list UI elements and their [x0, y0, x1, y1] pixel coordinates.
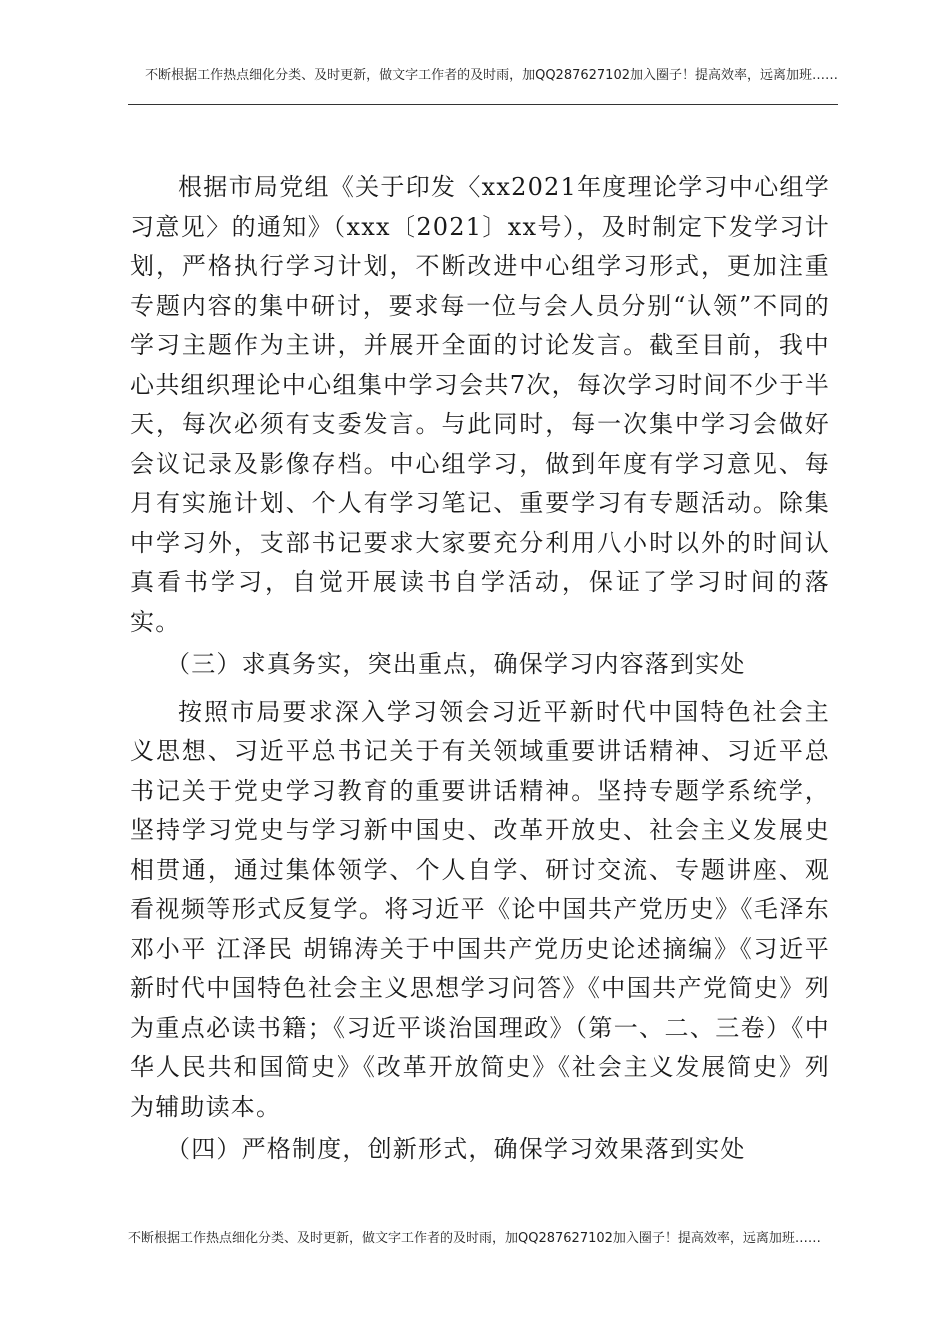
- page-header: 不断根据工作热点细化分类、及时更新，做文字工作者的及时雨，加QQ287627102加入圈子！提高效率，远离加班……: [145, 68, 838, 83]
- body-paragraph: 按照市局要求深入学习领会习近平新时代中国特色社会主义思想、习近平总书记关于有关领域重要讲话精神、习近平总书记关于党史学习教育的重要讲话精神。坚持专题学系统学，坚持学习党史与学习新中国史、改革开放史、社会主义发展史相贯通，通过集体领学、个人自学、研讨交流、专题讲座、观看视频等形式反复学。将习近平《论中国共产党历史》《毛泽东 邓小平 江泽民 胡锦涛关于中国共产党历史论述摘编》《习近平新时代中国特色社会主义思想学习问答》《中国共产党简史》列为重点必读书籍；《习近平谈治国理政》（第一、二、三卷）《中华人民共和国简史》《改革开放简史》《社会主义发展简史》列为辅助读本。: [130, 697, 830, 1121]
- body-paragraph: 根据市局党组《关于印发〈xx2021年度理论学习中心组学习意见〉的通知》（xxx〔2021〕xx号），及时制定下发学习计划，严格执行学习计划，不断改进中心组学习形式，更加注重专题内容的集中研讨，要求每一位与会人员分别“认领”不同的学习主题作为主讲，并展开全面的讨论发言。截至目前，我中心共组织理论中心组集中学习会共7次，每次学习时间不少于半天，每次必须有支委发言。与此同时，每一次集中学习会做好会议记录及影像存档。中心组学习，做到年度有学习意见、每月有实施计划、个人有学习笔记、重要学习有专题活动。除集中学习外，支部书记要求大家要充分利用八小时以外的时间认真看书学习，自觉开展读书自学活动，保证了学习时间的落实。: [130, 173, 830, 636]
- document-body: [130, 168, 830, 1178]
- section-heading-4: （四）严格制度，创新形式，确保学习效果落到实处: [166, 1135, 746, 1163]
- section-heading-3: （三）求真务实，突出重点，确保学习内容落到实处: [166, 650, 746, 678]
- page-footer: 不断根据工作热点细化分类、及时更新，做文字工作者的及时雨，加QQ287627102加入圈子！提高效率，远离加班……: [128, 1231, 821, 1246]
- header-divider: [128, 104, 838, 105]
